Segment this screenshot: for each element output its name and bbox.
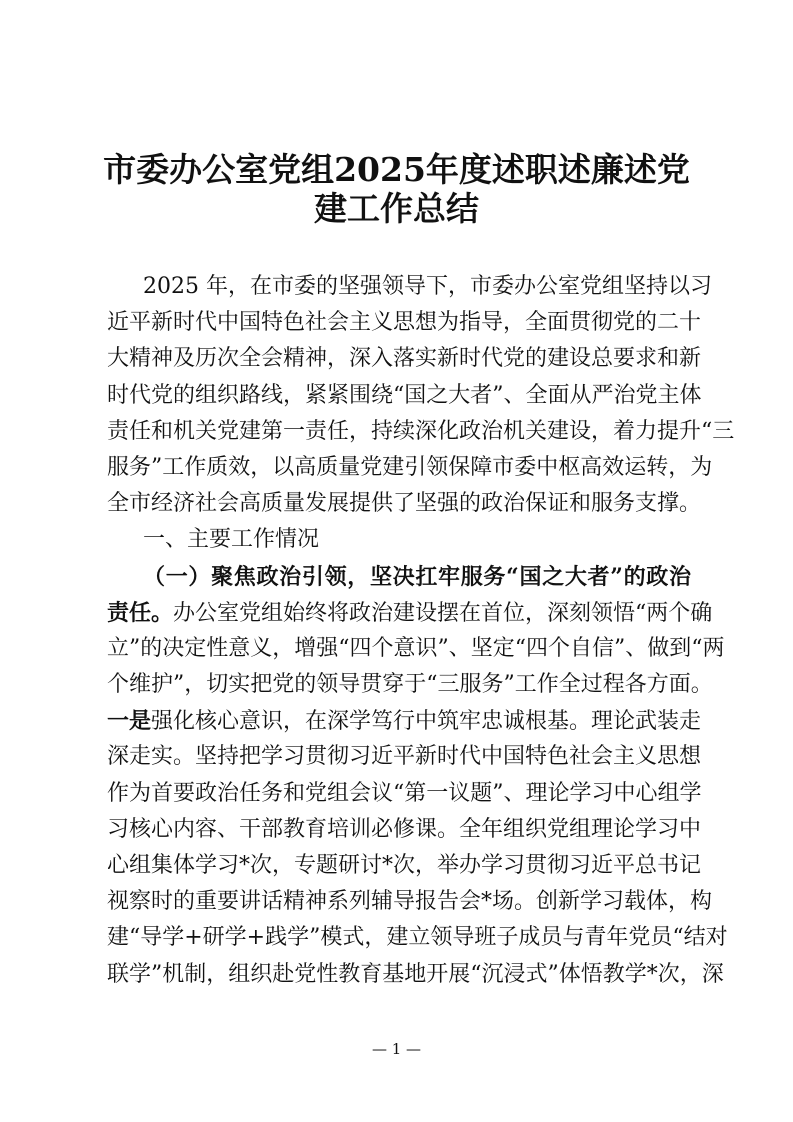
text-line <box>107 920 728 956</box>
text-line <box>107 631 725 667</box>
text-line <box>107 378 702 414</box>
text-segment: 2025 年，在市委的坚强领导下，市委办公室党组坚持以习 <box>143 274 712 299</box>
text-segment: 建“导学+研学+践学”模式，建立领导班子成员与青年党员“结对 <box>107 925 728 951</box>
text-line <box>107 522 691 558</box>
text-segment: 深走实。坚持把学习贯彻习近平新时代中国特色社会主义思想 <box>107 744 702 770</box>
text-segment: 强化核心意识，在深学笃行中筑牢忠诚根基。理论武装走 <box>151 709 702 735</box>
bold-text: 责任。 <box>107 599 174 626</box>
text-line <box>107 848 702 884</box>
page-number: — 1 — <box>371 1040 422 1058</box>
text-segment: 责任和机关党建第一责任，持续深化政治机关建设，着力提升“三 <box>107 418 735 444</box>
text-line <box>107 269 712 305</box>
text-segment: 时代党的组织路线，紧紧围绕“国之大者”、全面从严治党主体 <box>107 382 702 408</box>
document-title <box>100 150 693 228</box>
text-line <box>107 450 713 486</box>
text-line <box>107 559 691 595</box>
bold-text: （一）聚焦政治引领，坚决扛牢服务“国之大者”的政治 <box>143 563 691 590</box>
text-line <box>107 305 702 341</box>
text-segment: 大精神及历次全会精神，深入落实新时代党的建设总要求和新 <box>107 346 702 372</box>
text-line <box>107 812 702 848</box>
text-segment: 立”的决定性意义，增强“四个意识”、坚定“四个自信”、做到“两 <box>107 635 725 661</box>
text-segment: 心组集体学习*次，专题研讨*次，举办学习贯彻习近平总书记 <box>107 853 702 878</box>
text-segment: 全市经济社会高质量发展提供了坚强的政治保证和服务支撑。 <box>107 491 702 517</box>
text-line <box>107 957 724 993</box>
title-line-2: 建工作总结 <box>314 189 479 228</box>
text-line <box>107 703 702 739</box>
text-segment: 个维护”，切实把党的领导贯穿于“三服务”工作全过程各方面。 <box>107 672 713 698</box>
text-segment: 近平新时代中国特色社会主义思想为指导，全面贯彻党的二十 <box>107 310 702 336</box>
text-segment: 习核心内容、干部教育培训必修课。全年组织党组理论学习中 <box>107 816 702 842</box>
text-segment: 服务”工作质效，以高质量党建引领保障市委中枢高效运转，为 <box>107 454 713 480</box>
text-segment: 视察时的重要讲话精神系列辅导报告会*场。创新学习载体，构 <box>107 889 713 915</box>
text-line <box>107 739 702 775</box>
text-segment: 办公室党组始终将政治建设摆在首位，深刻领悟“两个确 <box>173 600 713 626</box>
text-line <box>107 414 735 450</box>
text-line <box>107 667 713 703</box>
bold-text: 一是 <box>107 708 152 735</box>
text-line <box>107 776 702 812</box>
text-line <box>107 884 713 920</box>
text-line <box>107 341 702 377</box>
text-line <box>107 486 702 522</box>
text-segment: 一、主要工作情况 <box>143 527 320 553</box>
text-segment: 联学”机制，组织赴党性教育基地开展“沉浸式”体悟教学*次，深 <box>107 961 724 987</box>
document-body <box>107 269 735 993</box>
text-segment: 作为首要政治任务和党组会议“第一议题”、理论学习中心组学 <box>107 780 702 806</box>
title-line-1: 市委办公室党组2025年度述职述廉述党 <box>103 150 690 189</box>
text-line <box>107 595 713 631</box>
